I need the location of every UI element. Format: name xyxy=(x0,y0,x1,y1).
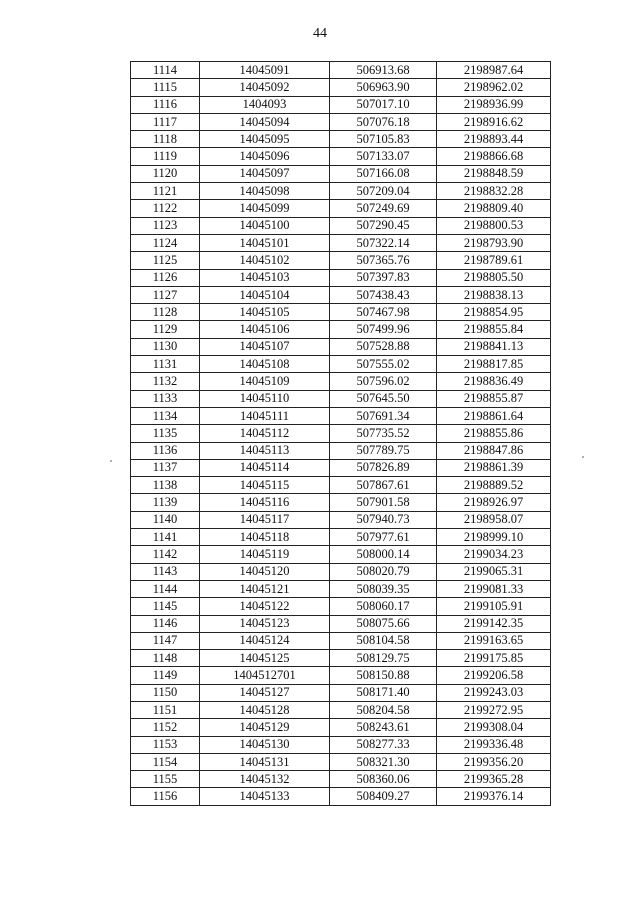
y-coordinate-cell: 2198999.10 xyxy=(437,529,551,546)
y-coordinate-cell: 2198800.53 xyxy=(437,217,551,234)
table-row xyxy=(131,183,551,200)
point-number-cell: 1120 xyxy=(131,165,200,182)
point-id-cell: 14045115 xyxy=(200,477,330,494)
y-coordinate-cell: 2198832.28 xyxy=(437,183,551,200)
x-coordinate-cell: 507691.34 xyxy=(330,407,437,424)
y-coordinate-cell: 2199336.48 xyxy=(437,736,551,753)
x-coordinate-cell: 507596.02 xyxy=(330,373,437,390)
point-number-cell: 1130 xyxy=(131,338,200,355)
point-number-cell: 1141 xyxy=(131,529,200,546)
point-number-cell: 1153 xyxy=(131,736,200,753)
x-coordinate-cell: 507789.75 xyxy=(330,442,437,459)
x-coordinate-cell: 508204.58 xyxy=(330,701,437,718)
table-row xyxy=(131,252,551,269)
point-number-cell: 1156 xyxy=(131,788,200,805)
table-row xyxy=(131,304,551,321)
point-number-cell: 1137 xyxy=(131,459,200,476)
y-coordinate-cell: 2199365.28 xyxy=(437,771,551,788)
table-row xyxy=(131,286,551,303)
point-number-cell: 1144 xyxy=(131,580,200,597)
point-id-cell: 1404093 xyxy=(200,96,330,113)
scan-speck xyxy=(582,456,584,458)
y-coordinate-cell: 2198936.99 xyxy=(437,96,551,113)
point-id-cell: 14045095 xyxy=(200,131,330,148)
x-coordinate-cell: 508075.66 xyxy=(330,615,437,632)
table-row xyxy=(131,407,551,424)
point-id-cell: 1404512701 xyxy=(200,667,330,684)
point-id-cell: 14045121 xyxy=(200,580,330,597)
point-id-cell: 14045111 xyxy=(200,407,330,424)
point-id-cell: 14045133 xyxy=(200,788,330,805)
point-id-cell: 14045122 xyxy=(200,598,330,615)
point-number-cell: 1123 xyxy=(131,217,200,234)
y-coordinate-cell: 2198836.49 xyxy=(437,373,551,390)
y-coordinate-cell: 2199175.85 xyxy=(437,650,551,667)
point-id-cell: 14045113 xyxy=(200,442,330,459)
point-id-cell: 14045092 xyxy=(200,79,330,96)
y-coordinate-cell: 2199105.91 xyxy=(437,598,551,615)
table-row xyxy=(131,667,551,684)
point-number-cell: 1133 xyxy=(131,390,200,407)
x-coordinate-cell: 508129.75 xyxy=(330,650,437,667)
y-coordinate-cell: 2199163.65 xyxy=(437,632,551,649)
x-coordinate-cell: 507365.76 xyxy=(330,252,437,269)
x-coordinate-cell: 508104.58 xyxy=(330,632,437,649)
point-id-cell: 14045125 xyxy=(200,650,330,667)
x-coordinate-cell: 507249.69 xyxy=(330,200,437,217)
x-coordinate-cell: 507499.96 xyxy=(330,321,437,338)
point-id-cell: 14045107 xyxy=(200,338,330,355)
table-row xyxy=(131,650,551,667)
point-number-cell: 1143 xyxy=(131,563,200,580)
table-row xyxy=(131,788,551,805)
point-id-cell: 14045112 xyxy=(200,425,330,442)
table-row xyxy=(131,511,551,528)
y-coordinate-cell: 2199081.33 xyxy=(437,580,551,597)
y-coordinate-cell: 2198848.59 xyxy=(437,165,551,182)
table-row xyxy=(131,771,551,788)
point-number-cell: 1119 xyxy=(131,148,200,165)
point-id-cell: 14045108 xyxy=(200,356,330,373)
point-number-cell: 1149 xyxy=(131,667,200,684)
point-number-cell: 1125 xyxy=(131,252,200,269)
x-coordinate-cell: 507133.07 xyxy=(330,148,437,165)
x-coordinate-cell: 508321.30 xyxy=(330,753,437,770)
point-number-cell: 1155 xyxy=(131,771,200,788)
point-id-cell: 14045091 xyxy=(200,62,330,79)
point-number-cell: 1128 xyxy=(131,304,200,321)
point-id-cell: 14045101 xyxy=(200,234,330,251)
point-number-cell: 1134 xyxy=(131,407,200,424)
point-id-cell: 14045096 xyxy=(200,148,330,165)
point-id-cell: 14045100 xyxy=(200,217,330,234)
table-row xyxy=(131,79,551,96)
point-id-cell: 14045099 xyxy=(200,200,330,217)
point-id-cell: 14045117 xyxy=(200,511,330,528)
page-number: 44 xyxy=(313,26,327,41)
point-id-cell: 14045106 xyxy=(200,321,330,338)
y-coordinate-cell: 2199206.58 xyxy=(437,667,551,684)
point-id-cell: 14045123 xyxy=(200,615,330,632)
point-number-cell: 1145 xyxy=(131,598,200,615)
point-id-cell: 14045109 xyxy=(200,373,330,390)
table-row xyxy=(131,338,551,355)
table-row xyxy=(131,632,551,649)
x-coordinate-cell: 507467.98 xyxy=(330,304,437,321)
y-coordinate-cell: 2198838.13 xyxy=(437,286,551,303)
point-id-cell: 14045132 xyxy=(200,771,330,788)
y-coordinate-cell: 2198861.39 xyxy=(437,459,551,476)
point-id-cell: 14045119 xyxy=(200,546,330,563)
table-row xyxy=(131,753,551,770)
table-row xyxy=(131,269,551,286)
point-id-cell: 14045094 xyxy=(200,113,330,130)
y-coordinate-cell: 2198866.68 xyxy=(437,148,551,165)
point-number-cell: 1140 xyxy=(131,511,200,528)
coordinates-table-body xyxy=(131,62,551,806)
table-row xyxy=(131,546,551,563)
y-coordinate-cell: 2198987.64 xyxy=(437,62,551,79)
x-coordinate-cell: 508171.40 xyxy=(330,684,437,701)
table-row xyxy=(131,563,551,580)
point-number-cell: 1146 xyxy=(131,615,200,632)
point-number-cell: 1118 xyxy=(131,131,200,148)
y-coordinate-cell: 2198855.86 xyxy=(437,425,551,442)
y-coordinate-cell: 2198889.52 xyxy=(437,477,551,494)
table-row xyxy=(131,615,551,632)
table-row xyxy=(131,62,551,79)
y-coordinate-cell: 2198893.44 xyxy=(437,131,551,148)
x-coordinate-cell: 506913.68 xyxy=(330,62,437,79)
point-number-cell: 1132 xyxy=(131,373,200,390)
x-coordinate-cell: 507397.83 xyxy=(330,269,437,286)
table-row xyxy=(131,719,551,736)
x-coordinate-cell: 508020.79 xyxy=(330,563,437,580)
y-coordinate-cell: 2198789.61 xyxy=(437,252,551,269)
y-coordinate-cell: 2199356.20 xyxy=(437,753,551,770)
point-number-cell: 1150 xyxy=(131,684,200,701)
point-id-cell: 14045110 xyxy=(200,390,330,407)
y-coordinate-cell: 2198861.64 xyxy=(437,407,551,424)
point-number-cell: 1115 xyxy=(131,79,200,96)
y-coordinate-cell: 2199243.03 xyxy=(437,684,551,701)
x-coordinate-cell: 507645.50 xyxy=(330,390,437,407)
point-id-cell: 14045130 xyxy=(200,736,330,753)
x-coordinate-cell: 507209.04 xyxy=(330,183,437,200)
point-number-cell: 1154 xyxy=(131,753,200,770)
x-coordinate-cell: 507290.45 xyxy=(330,217,437,234)
point-id-cell: 14045131 xyxy=(200,753,330,770)
y-coordinate-cell: 2199034.23 xyxy=(437,546,551,563)
y-coordinate-cell: 2199142.35 xyxy=(437,615,551,632)
y-coordinate-cell: 2198916.62 xyxy=(437,113,551,130)
table-row xyxy=(131,459,551,476)
point-id-cell: 14045105 xyxy=(200,304,330,321)
point-number-cell: 1129 xyxy=(131,321,200,338)
x-coordinate-cell: 508409.27 xyxy=(330,788,437,805)
point-number-cell: 1147 xyxy=(131,632,200,649)
table-row xyxy=(131,356,551,373)
table-row xyxy=(131,580,551,597)
point-number-cell: 1121 xyxy=(131,183,200,200)
x-coordinate-cell: 507017.10 xyxy=(330,96,437,113)
table-row xyxy=(131,736,551,753)
x-coordinate-cell: 507555.02 xyxy=(330,356,437,373)
y-coordinate-cell: 2198817.85 xyxy=(437,356,551,373)
coordinates-table xyxy=(130,61,551,806)
point-id-cell: 14045104 xyxy=(200,286,330,303)
point-number-cell: 1131 xyxy=(131,356,200,373)
point-id-cell: 14045124 xyxy=(200,632,330,649)
point-number-cell: 1135 xyxy=(131,425,200,442)
x-coordinate-cell: 508243.61 xyxy=(330,719,437,736)
y-coordinate-cell: 2198841.13 xyxy=(437,338,551,355)
x-coordinate-cell: 508060.17 xyxy=(330,598,437,615)
x-coordinate-cell: 507867.61 xyxy=(330,477,437,494)
table-row xyxy=(131,442,551,459)
x-coordinate-cell: 508150.88 xyxy=(330,667,437,684)
point-number-cell: 1151 xyxy=(131,701,200,718)
y-coordinate-cell: 2199272.95 xyxy=(437,701,551,718)
point-number-cell: 1124 xyxy=(131,234,200,251)
y-coordinate-cell: 2199065.31 xyxy=(437,563,551,580)
point-number-cell: 1142 xyxy=(131,546,200,563)
y-coordinate-cell: 2198855.87 xyxy=(437,390,551,407)
point-id-cell: 14045129 xyxy=(200,719,330,736)
scan-speck xyxy=(110,460,112,462)
x-coordinate-cell: 507322.14 xyxy=(330,234,437,251)
x-coordinate-cell: 507940.73 xyxy=(330,511,437,528)
x-coordinate-cell: 507105.83 xyxy=(330,131,437,148)
table-row xyxy=(131,234,551,251)
y-coordinate-cell: 2198854.95 xyxy=(437,304,551,321)
y-coordinate-cell: 2198805.50 xyxy=(437,269,551,286)
y-coordinate-cell: 2198847.86 xyxy=(437,442,551,459)
x-coordinate-cell: 507826.89 xyxy=(330,459,437,476)
x-coordinate-cell: 507438.43 xyxy=(330,286,437,303)
x-coordinate-cell: 508360.06 xyxy=(330,771,437,788)
y-coordinate-cell: 2198962.02 xyxy=(437,79,551,96)
point-number-cell: 1136 xyxy=(131,442,200,459)
y-coordinate-cell: 2199308.04 xyxy=(437,719,551,736)
point-number-cell: 1139 xyxy=(131,494,200,511)
y-coordinate-cell: 2198809.40 xyxy=(437,200,551,217)
table-row xyxy=(131,598,551,615)
x-coordinate-cell: 507735.52 xyxy=(330,425,437,442)
table-row xyxy=(131,425,551,442)
y-coordinate-cell: 2199376.14 xyxy=(437,788,551,805)
table-row xyxy=(131,165,551,182)
point-id-cell: 14045128 xyxy=(200,701,330,718)
table-row xyxy=(131,96,551,113)
point-number-cell: 1117 xyxy=(131,113,200,130)
table-row xyxy=(131,494,551,511)
point-number-cell: 1148 xyxy=(131,650,200,667)
x-coordinate-cell: 507076.18 xyxy=(330,113,437,130)
point-id-cell: 14045114 xyxy=(200,459,330,476)
x-coordinate-cell: 508039.35 xyxy=(330,580,437,597)
point-id-cell: 14045118 xyxy=(200,529,330,546)
x-coordinate-cell: 507166.08 xyxy=(330,165,437,182)
table-row xyxy=(131,390,551,407)
point-id-cell: 14045103 xyxy=(200,269,330,286)
point-number-cell: 1138 xyxy=(131,477,200,494)
point-number-cell: 1152 xyxy=(131,719,200,736)
point-id-cell: 14045102 xyxy=(200,252,330,269)
y-coordinate-cell: 2198793.90 xyxy=(437,234,551,251)
table-row xyxy=(131,113,551,130)
x-coordinate-cell: 507977.61 xyxy=(330,529,437,546)
x-coordinate-cell: 507528.88 xyxy=(330,338,437,355)
point-number-cell: 1126 xyxy=(131,269,200,286)
y-coordinate-cell: 2198958.07 xyxy=(437,511,551,528)
table-row xyxy=(131,684,551,701)
point-number-cell: 1127 xyxy=(131,286,200,303)
table-row xyxy=(131,148,551,165)
table-row xyxy=(131,131,551,148)
point-id-cell: 14045120 xyxy=(200,563,330,580)
table-row xyxy=(131,477,551,494)
point-id-cell: 14045098 xyxy=(200,183,330,200)
x-coordinate-cell: 508000.14 xyxy=(330,546,437,563)
point-number-cell: 1122 xyxy=(131,200,200,217)
table-row xyxy=(131,321,551,338)
y-coordinate-cell: 2198926.97 xyxy=(437,494,551,511)
table-row xyxy=(131,529,551,546)
point-id-cell: 14045116 xyxy=(200,494,330,511)
point-number-cell: 1114 xyxy=(131,62,200,79)
table-row xyxy=(131,373,551,390)
y-coordinate-cell: 2198855.84 xyxy=(437,321,551,338)
point-number-cell: 1116 xyxy=(131,96,200,113)
point-id-cell: 14045127 xyxy=(200,684,330,701)
table-row xyxy=(131,701,551,718)
x-coordinate-cell: 506963.90 xyxy=(330,79,437,96)
x-coordinate-cell: 507901.58 xyxy=(330,494,437,511)
point-id-cell: 14045097 xyxy=(200,165,330,182)
table-row xyxy=(131,217,551,234)
x-coordinate-cell: 508277.33 xyxy=(330,736,437,753)
table-row xyxy=(131,200,551,217)
